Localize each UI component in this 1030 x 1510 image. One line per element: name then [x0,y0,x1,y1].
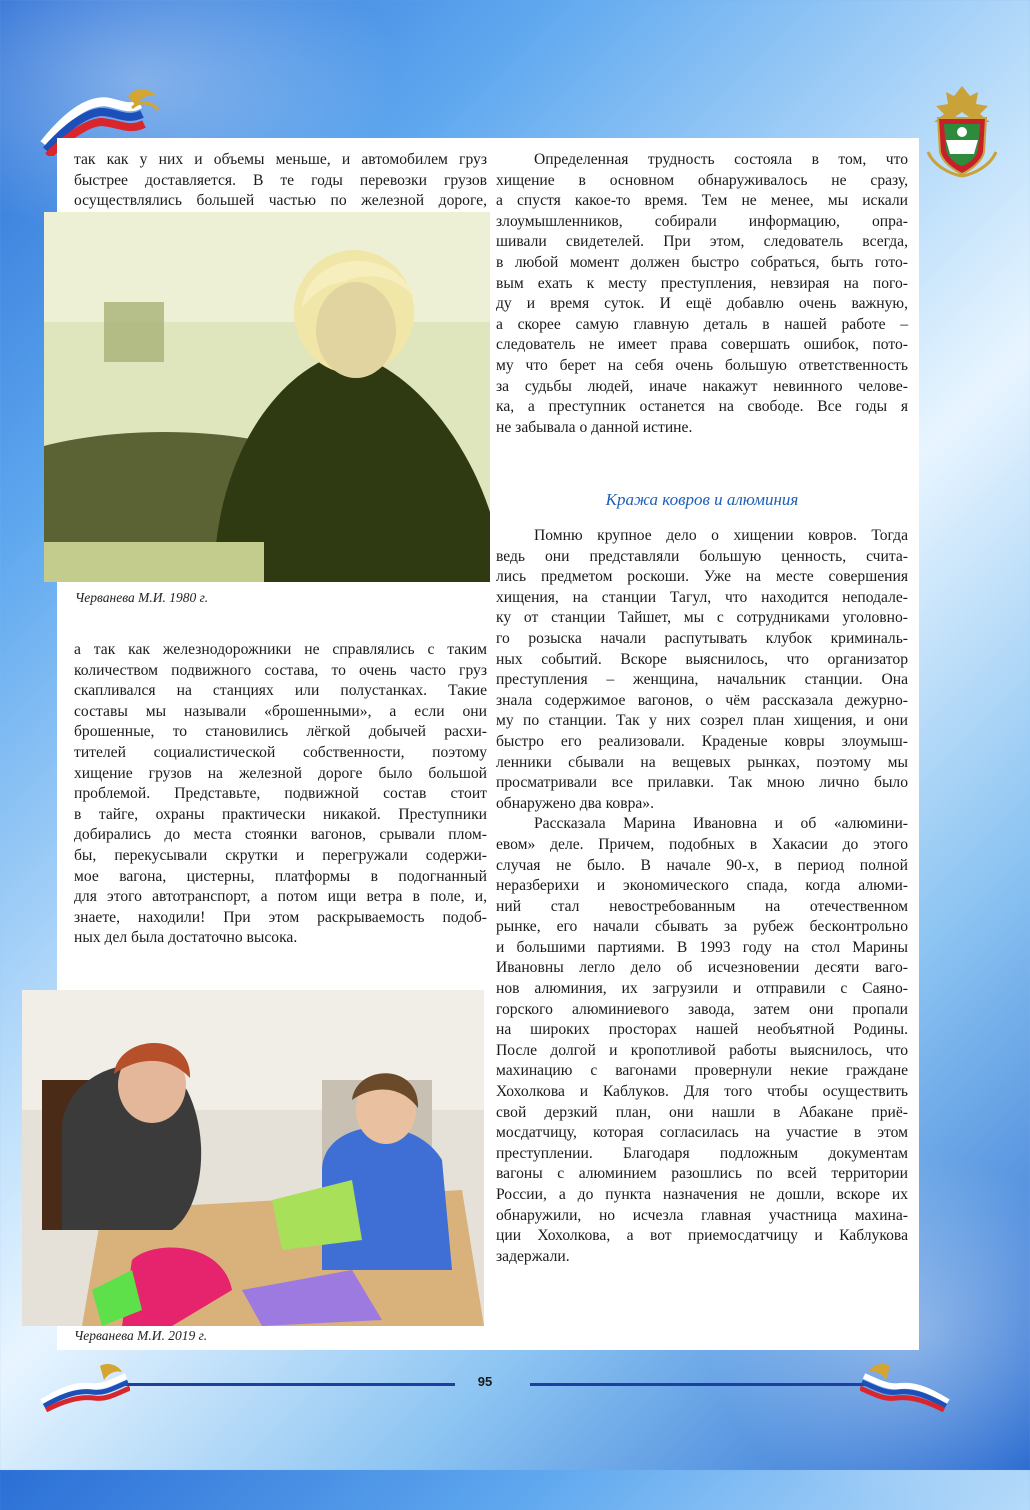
text-line: составы мы называли «брошенными», а если они [74,702,487,720]
text-line: Определенная трудность состояла в том, что [534,151,908,168]
text-line: ных дел была достаточно высока. [74,929,298,947]
right-column-text-2 [496,526,908,1267]
text-line: просматривали все прилавки. Так мною лично было [496,774,908,792]
photo-chervaneva-2019 [22,990,484,1326]
text-line: злоумышленников, собирали информацию, опра- [496,212,908,230]
text-line: скапливался на станциях или полустанках. Такие [74,682,487,700]
text-line: ведь они представляли большую ценность, счита- [496,547,908,565]
text-line: хищения, на станции Тагул, что находится неподале- [496,588,908,606]
text-line: му что берет на себя очень большую ответственность [496,356,908,374]
footer-rule-right [530,1383,865,1386]
text-line: обнаружено два ковра». [496,794,654,812]
text-line: неразберихи и экономического спада, когда алюми- [496,877,908,895]
text-line: махинацию с вагонами провернули некие граждане [496,1062,908,1080]
text-line: в тайге, охраны практически никакой. Преступники [74,805,487,823]
text-line: преступления – женщина, начальник станции. Она [496,671,908,689]
text-line: России, а до пункта назначения не дошли, вскоре их [496,1186,908,1203]
text-line: тителей социалистической собственности, поэтому [74,743,487,761]
text-line: и большими партиями. В 1993 году на стол Марины [496,938,908,956]
text-line: свой дерзкий план, они нашли в Абакане приё- [496,1103,908,1121]
text-line: а скорее самую главную деталь в нашей работе – [496,315,908,333]
text-line: После долгой и кропотливой работы выяснилось, что [496,1041,908,1059]
text-line: на широких просторах нашей необъятной Родины. [496,1021,908,1039]
left-column-middle-text [74,640,487,949]
text-line: Ивановны легло дело об исчезновении десяти ваго- [496,959,908,977]
text-line: хищение в основном обнаруживалось не сразу, [496,171,908,189]
text-line: горского алюминиевого завода, затем они пропали [496,1000,908,1018]
text-line: а спустя какое-то время. Тем не менее, мы искали [496,192,908,210]
photo-1980-illustration [44,212,490,582]
text-line: рынке, его начали сбывать за рубеж бесконтрольно [496,918,908,936]
text-line: ленники сбывали на вещевых рынках, поэтому мы [496,753,908,771]
footer-rule-left [125,1383,455,1386]
text-line: случая не было. В начале 90-х, в период полной [496,856,908,874]
photo-chervaneva-1980 [44,212,490,582]
text-line: ных событий. Вскоре выяснилось, что организатор [496,650,908,668]
text-line: количеством подвижного состава, то очень часто груз [74,661,487,679]
photo-1980-caption: Черванева М.И. 1980 г. [75,590,209,605]
text-line: обнаружили, но исчезла главная участница махина- [496,1206,908,1224]
right-column-text [496,150,908,438]
photo-2019-illustration [22,990,484,1326]
text-line: не забывала о данной истине. [496,418,693,436]
text-line: го розыска начали распутывать клубок криминаль- [496,629,908,647]
text-line: так как у них и объемы меньше, и автомобилем груз [74,151,487,168]
text-line: проблемой. Представьте, подвижной состав стоит [74,785,487,803]
russian-flag-ribbon-icon [860,1362,950,1412]
text-line: для этого автотранспорт, а потом ищи ветра в поле, и, [74,888,487,906]
text-line: а так как железнодорожники не справлялись с таким [74,641,487,658]
text-line: осуществлялись большей частью по железной дороге, [74,192,487,210]
text-line: брошенные, то становились лёгкой добычей расхи- [74,723,487,741]
text-line: задержали. [496,1247,570,1265]
text-line: мосдатчицу, которая согласилась на участие в этом [496,1124,908,1142]
text-line: быстрее доставляется. В те годы перевозки грузов [74,171,487,189]
text-line: вагоны с алюминием разошлись по всей территории [496,1165,908,1183]
text-line: в любой момент должен быстро собраться, быть гото- [496,253,908,271]
police-emblem-icon [924,82,1000,178]
text-line: добирались до места стоянки вагонов, срывали плом- [74,826,487,844]
text-line: ду и время суток. И ещё добавлю очень важную, [496,295,908,313]
text-line: Помню крупное дело о хищении ковров. Тогда [534,527,908,544]
text-line: вым ехать к месту преступления, невзирая на пого- [496,274,908,292]
text-line: Рассказала Марина Ивановна и об «алюмини- [534,815,908,833]
text-line: бы, перекусывали скрутки и перегружали содержи- [74,846,487,864]
text-line: ку от станции Тайшет, мы с сотрудниками уголовно- [496,609,908,627]
left-column-top-text [74,150,487,212]
text-line: знаете, находили! При этом раскрываемость подоб- [74,908,487,926]
text-line: лись предметом роскоши. Уже на месте совершения [496,568,908,586]
section-heading: Кража ковров и алюминия [605,490,799,509]
text-line: ции Хохолкова, а вот приемосдатчицу и Каблукова [496,1227,908,1245]
russian-flag-ribbon-icon [40,1362,130,1412]
text-line: хищение грузов на железной дороге было большой [74,764,487,782]
text-line: ний стал невостребованным на отечественном [496,897,908,915]
text-line: за судьбы людей, иначе накажут невинного челове- [496,377,908,395]
text-line: следователь не имеет права совершать ошибок, пото- [496,336,908,354]
text-line: ка, а преступник останется на свободе. Все годы я [496,398,908,416]
text-line: преступлении. Благодаря подложным документам [496,1144,908,1162]
text-line: шивали свидетелей. При этом, следователь всегда, [496,233,908,251]
text-line: знала содержимое вагонов, о чём рассказала дежурно- [496,691,908,709]
text-line: му по станции. Так у них созрел план хищения, и они [496,712,908,730]
text-line: нов алюминия, их загрузили и отправили с Саяно- [496,980,908,998]
photo-2019-caption: Черванева М.И. 2019 г. [74,1328,208,1343]
page-number: 95 [477,1374,493,1389]
text-line: Хохолкова и Каблуков. Для того чтобы осуществить [496,1083,908,1101]
text-line: быстро его реализовали. Краденые ковры злоумыш- [496,732,908,750]
text-line: мое вагона, цистерны, платформы в подогнанный [74,867,487,885]
text-line: евом» деле. Причем, подобных в Хакасии до этого [496,835,908,853]
